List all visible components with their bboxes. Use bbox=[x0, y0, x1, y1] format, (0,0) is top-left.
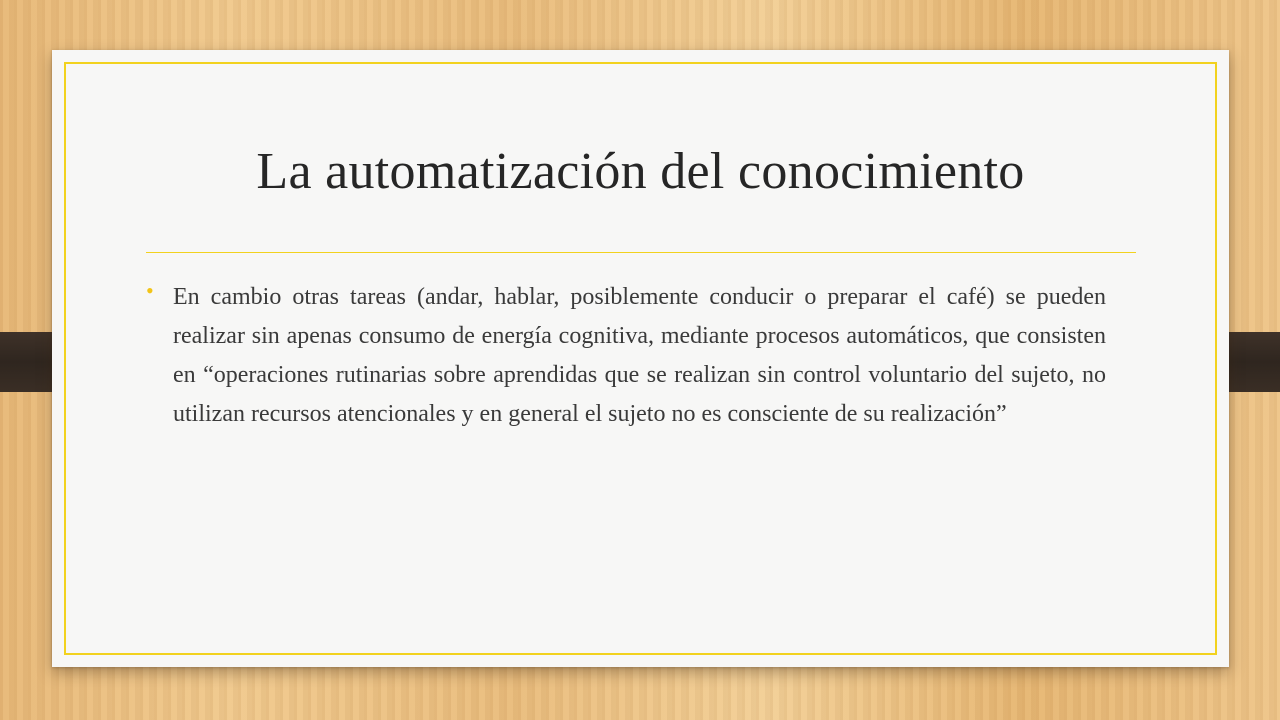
bullet-marker-icon: • bbox=[146, 278, 154, 303]
slide-card bbox=[52, 50, 1229, 667]
slide-title: La automatización del conocimiento bbox=[256, 143, 1025, 200]
bullet-text: En cambio otras tareas (andar, hablar, posiblemente conducir o preparar el café) se pueden realizar sin apenas consumo de energía cognitiva, mediante procesos automáticos, que consisten en “operaciones rutinarias sobre aprendidas que se realizan sin control voluntario del sujeto, no utilizan recursos atencionales y en general el sujeto no es consciente de su realización” bbox=[173, 284, 1106, 427]
bullet-list bbox=[146, 278, 1106, 434]
title-divider bbox=[146, 252, 1136, 253]
